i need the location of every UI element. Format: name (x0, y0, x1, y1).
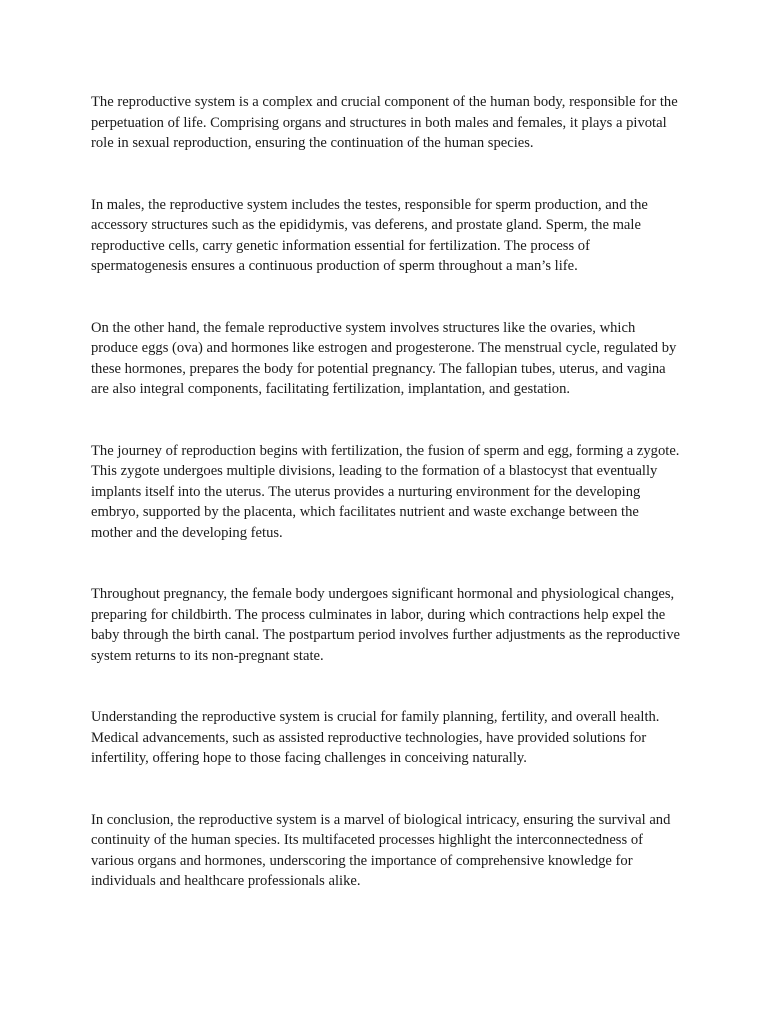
paragraph-male-system: In males, the reproductive system includes the testes, responsible for sperm production, and the accessory structures such as the epididymis, vas deferens, and prostate gland. Sperm, the male reproductive cells, carry genetic information essential for fertilization. The process of spermatogenesis ensures a continuous production of sperm throughout a man’s life. (91, 196, 648, 274)
paragraph-pregnancy: Throughout pregnancy, the female body undergoes significant hormonal and physiological changes, preparing for childbirth. The process culminates in labor, during which contractions help expel the baby through the birth canal. The postpartum period involves further adjustments as the reproductive system returns to its non-pregnant state. (91, 586, 681, 664)
paragraph-conclusion: In conclusion, the reproductive system is a marvel of biological intricacy, ensuring the survival and continuity of the human species. Its multifaceted processes highlight the interconnectedness of various organs and hormones, underscoring the importance of comprehensive knowledge for individuals and healthcare professionals alike. (91, 811, 671, 889)
paragraph-understanding: Understanding the reproductive system is crucial for family planning, fertility, and overall health. Medical advancements, such as assisted reproductive technologies, have provided solutions for infertility, offering hope to those facing challenges in conceiving naturally. (91, 709, 660, 766)
document-body (91, 92, 683, 933)
paragraph-female-system: On the other hand, the female reproductive system involves structures like the ovaries, which produce eggs (ova) and hormones like estrogen and progesterone. The menstrual cycle, regulated by these hormones, prepares the body for potential pregnancy. The fallopian tubes, uterus, and vagina are also integral components, facilitating fertilization, implantation, and gestation. (91, 319, 677, 397)
paragraph-intro: The reproductive system is a complex and crucial component of the human body, responsible for the perpetuation of life. Comprising organs and structures in both males and females, it plays a pivotal role in sexual reproduction, ensuring the continuation of the human species. (91, 94, 678, 151)
paragraph-fertilization: The journey of reproduction begins with fertilization, the fusion of sperm and egg, forming a zygote. This zygote undergoes multiple divisions, leading to the formation of a blastocyst that eventually implants itself into the uterus. The uterus provides a nurturing environment for the developing embryo, supported by the placenta, which facilitates nutrient and waste exchange between the mother and the developing fetus. (91, 442, 680, 541)
